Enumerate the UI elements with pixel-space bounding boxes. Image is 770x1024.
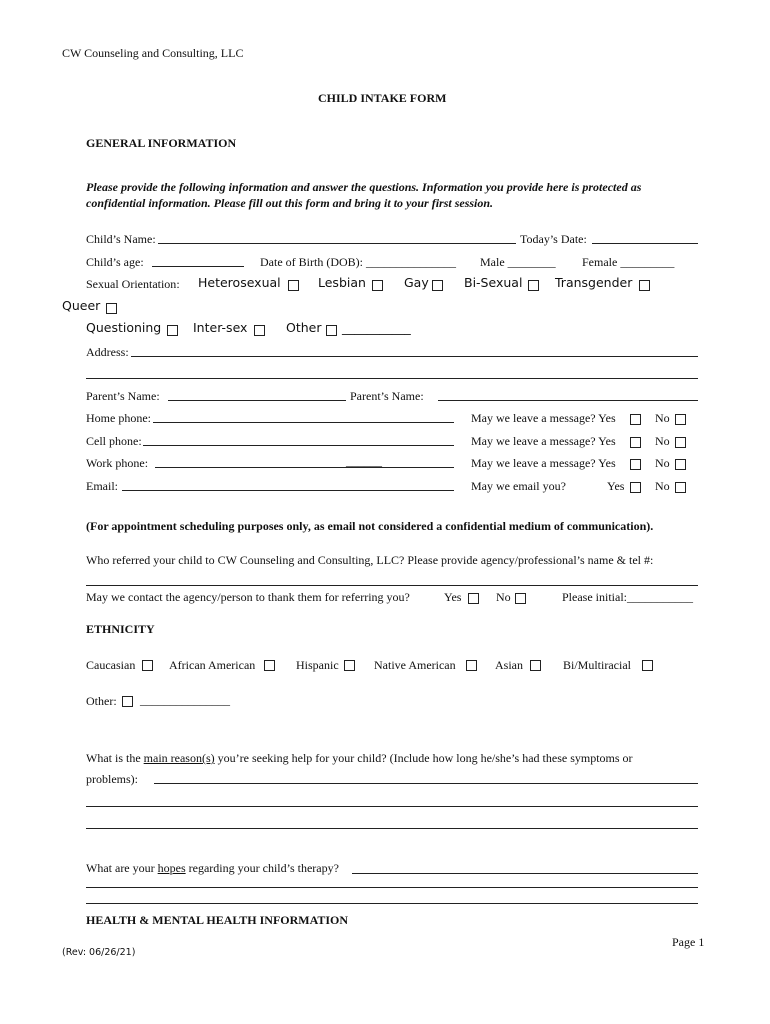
parent-name-1-field[interactable] <box>168 400 346 401</box>
main-reason-suffix: you’re seeking help for your child? (Include how long he/she’s had these symptoms or <box>214 751 633 765</box>
so-questioning-label: Questioning <box>86 320 162 335</box>
cell-message-no-checkbox[interactable] <box>675 437 686 448</box>
main-reason-underlined: main reason(s) <box>143 751 215 765</box>
so-other-label: Other <box>286 320 322 335</box>
work-leave-message-label: May we leave a message? Yes <box>471 456 616 470</box>
so-other-field[interactable]: ___________ <box>342 320 411 335</box>
parent-name-2-field[interactable] <box>438 400 698 401</box>
intro-text-line-2: confidential information. Please fill out this form and bring it to your first session. <box>86 196 494 210</box>
main-reason-prefix: What is the <box>86 751 144 765</box>
male-option[interactable]: Male ________ <box>480 255 556 269</box>
childs-age-field[interactable] <box>152 266 244 267</box>
sexual-orientation-label <box>86 277 180 291</box>
address-field-line-2[interactable] <box>86 378 698 379</box>
so-bisexual-label: Bi-Sexual <box>464 275 523 290</box>
so-queer-label: Queer <box>62 298 101 313</box>
email-no-label: No <box>655 479 670 493</box>
so-intersex-checkbox[interactable] <box>254 325 265 336</box>
todays-date-label: Today’s Date: <box>520 232 587 246</box>
parent-name-1-label: Parent’s Name: <box>86 389 160 403</box>
main-reason-continued: problems): <box>86 772 138 786</box>
female-option[interactable]: Female _________ <box>582 255 675 269</box>
work-message-no-label: No <box>655 456 670 470</box>
intro-text-line-1: Please provide the following information and answer the questions. Information you provide here is protected as <box>86 180 642 194</box>
home-message-no-checkbox[interactable] <box>675 414 686 425</box>
contact-agency-no-label: No <box>496 590 511 604</box>
dob-label[interactable]: Date of Birth (DOB): _______________ <box>260 255 456 269</box>
please-initial-field[interactable]: Please initial:___________ <box>562 590 693 604</box>
hopes-question <box>86 861 339 875</box>
main-reason-question <box>86 751 633 765</box>
childs-age-label: Child’s age: <box>86 255 144 269</box>
sexual-orientation-colon: : <box>176 277 180 291</box>
email-field[interactable] <box>122 490 454 491</box>
so-lesbian-label: Lesbian <box>318 275 366 290</box>
ethnicity-native-american-checkbox[interactable] <box>466 660 477 671</box>
cell-leave-message-label: May we leave a message? Yes <box>471 434 616 448</box>
hopes-field-line-1[interactable] <box>352 873 698 874</box>
work-message-yes-checkbox[interactable] <box>630 459 641 470</box>
email-yes-label: Yes <box>607 479 625 493</box>
hopes-suffix: regarding your child’s therapy? <box>185 861 339 875</box>
so-questioning-checkbox[interactable] <box>167 325 178 336</box>
ethnicity-african-american-checkbox[interactable] <box>264 660 275 671</box>
ethnicity-heading: ETHNICITY <box>86 622 155 636</box>
work-phone-field-tail: ______ <box>346 454 382 468</box>
may-email-label: May we email you? <box>471 479 566 493</box>
ethnicity-hispanic-label: Hispanic <box>296 658 339 672</box>
so-transgender-label: Transgender <box>555 275 633 290</box>
revision-date: (Rev: 06/26/21) <box>62 947 136 958</box>
ethnicity-hispanic-checkbox[interactable] <box>344 660 355 671</box>
ethnicity-multiracial-checkbox[interactable] <box>642 660 653 671</box>
childs-name-field[interactable] <box>158 243 516 244</box>
hopes-underlined: hopes <box>157 861 186 875</box>
so-queer-checkbox[interactable] <box>106 303 117 314</box>
contact-agency-no-checkbox[interactable] <box>515 593 526 604</box>
main-reason-field-line-2[interactable] <box>86 806 698 807</box>
address-label: Address: <box>86 345 129 359</box>
home-phone-field[interactable] <box>153 422 454 423</box>
ethnicity-other-label: Other: <box>86 694 117 708</box>
appointment-note: (For appointment scheduling purposes only, as email not considered a confidential medium of communication). <box>86 519 654 533</box>
cell-message-no-label: No <box>655 434 670 448</box>
referral-question: Who referred your child to CW Counseling and Consulting, LLC? Please provide agency/professional’s name & tel #: <box>86 553 654 567</box>
organization-name: CW Counseling and Consulting, LLC <box>62 46 244 60</box>
work-phone-field[interactable] <box>155 467 454 468</box>
form-title: CHILD INTAKE FORM <box>318 91 447 105</box>
childs-name-label: Child’s Name: <box>86 232 156 246</box>
so-heterosexual-label: Heterosexual <box>198 275 281 290</box>
cell-message-yes-checkbox[interactable] <box>630 437 641 448</box>
general-information-heading: GENERAL INFORMATION <box>86 136 237 150</box>
cell-phone-label: Cell phone: <box>86 434 142 448</box>
so-lesbian-checkbox[interactable] <box>372 280 383 291</box>
hopes-field-line-2[interactable] <box>86 887 698 888</box>
main-reason-field-line-3[interactable] <box>86 828 698 829</box>
hopes-prefix: What are your <box>86 861 158 875</box>
so-gay-checkbox[interactable] <box>432 280 443 291</box>
home-message-no-label: No <box>655 411 670 425</box>
email-label: Email: <box>86 479 118 493</box>
ethnicity-native-american-label: Native American <box>374 658 456 672</box>
cell-phone-field[interactable] <box>143 445 454 446</box>
ethnicity-asian-label: Asian <box>495 658 523 672</box>
ethnicity-other-field[interactable]: _______________ <box>140 693 230 707</box>
home-phone-label: Home phone: <box>86 411 151 425</box>
so-intersex-label: Inter-sex <box>193 320 248 335</box>
contact-agency-yes-checkbox[interactable] <box>468 593 479 604</box>
ethnicity-multiracial-label: Bi/Multiracial <box>563 658 631 672</box>
contact-agency-question: May we contact the agency/person to thank them for referring you? <box>86 590 410 604</box>
ethnicity-asian-checkbox[interactable] <box>530 660 541 671</box>
parent-name-2-label: Parent’s Name: <box>350 389 424 403</box>
contact-agency-yes-label: Yes <box>444 590 462 604</box>
so-gay-label: Gay <box>404 275 429 290</box>
sexual-orientation-text: Sexual Orientation <box>86 277 177 291</box>
address-field-line-1[interactable] <box>131 356 698 357</box>
ethnicity-caucasian-label: Caucasian <box>86 658 136 672</box>
hopes-field-line-3[interactable] <box>86 903 698 904</box>
ethnicity-african-american-label: African American <box>169 658 256 672</box>
page-number: Page 1 <box>672 935 705 949</box>
so-transgender-checkbox[interactable] <box>639 280 650 291</box>
work-phone-label: Work phone: <box>86 456 149 470</box>
todays-date-field[interactable] <box>592 243 698 244</box>
main-reason-field-line-1[interactable] <box>154 783 698 784</box>
home-message-yes-checkbox[interactable] <box>630 414 641 425</box>
so-bisexual-checkbox[interactable] <box>528 280 539 291</box>
so-other-checkbox[interactable] <box>326 325 337 336</box>
ethnicity-other-checkbox[interactable] <box>122 696 133 707</box>
email-yes-checkbox[interactable] <box>630 482 641 493</box>
ethnicity-caucasian-checkbox[interactable] <box>142 660 153 671</box>
home-leave-message-label: May we leave a message? Yes <box>471 411 616 425</box>
health-mental-health-heading: HEALTH & MENTAL HEALTH INFORMATION <box>86 913 349 927</box>
so-heterosexual-checkbox[interactable] <box>288 280 299 291</box>
work-message-no-checkbox[interactable] <box>675 459 686 470</box>
email-no-checkbox[interactable] <box>675 482 686 493</box>
referral-field[interactable] <box>86 585 698 586</box>
